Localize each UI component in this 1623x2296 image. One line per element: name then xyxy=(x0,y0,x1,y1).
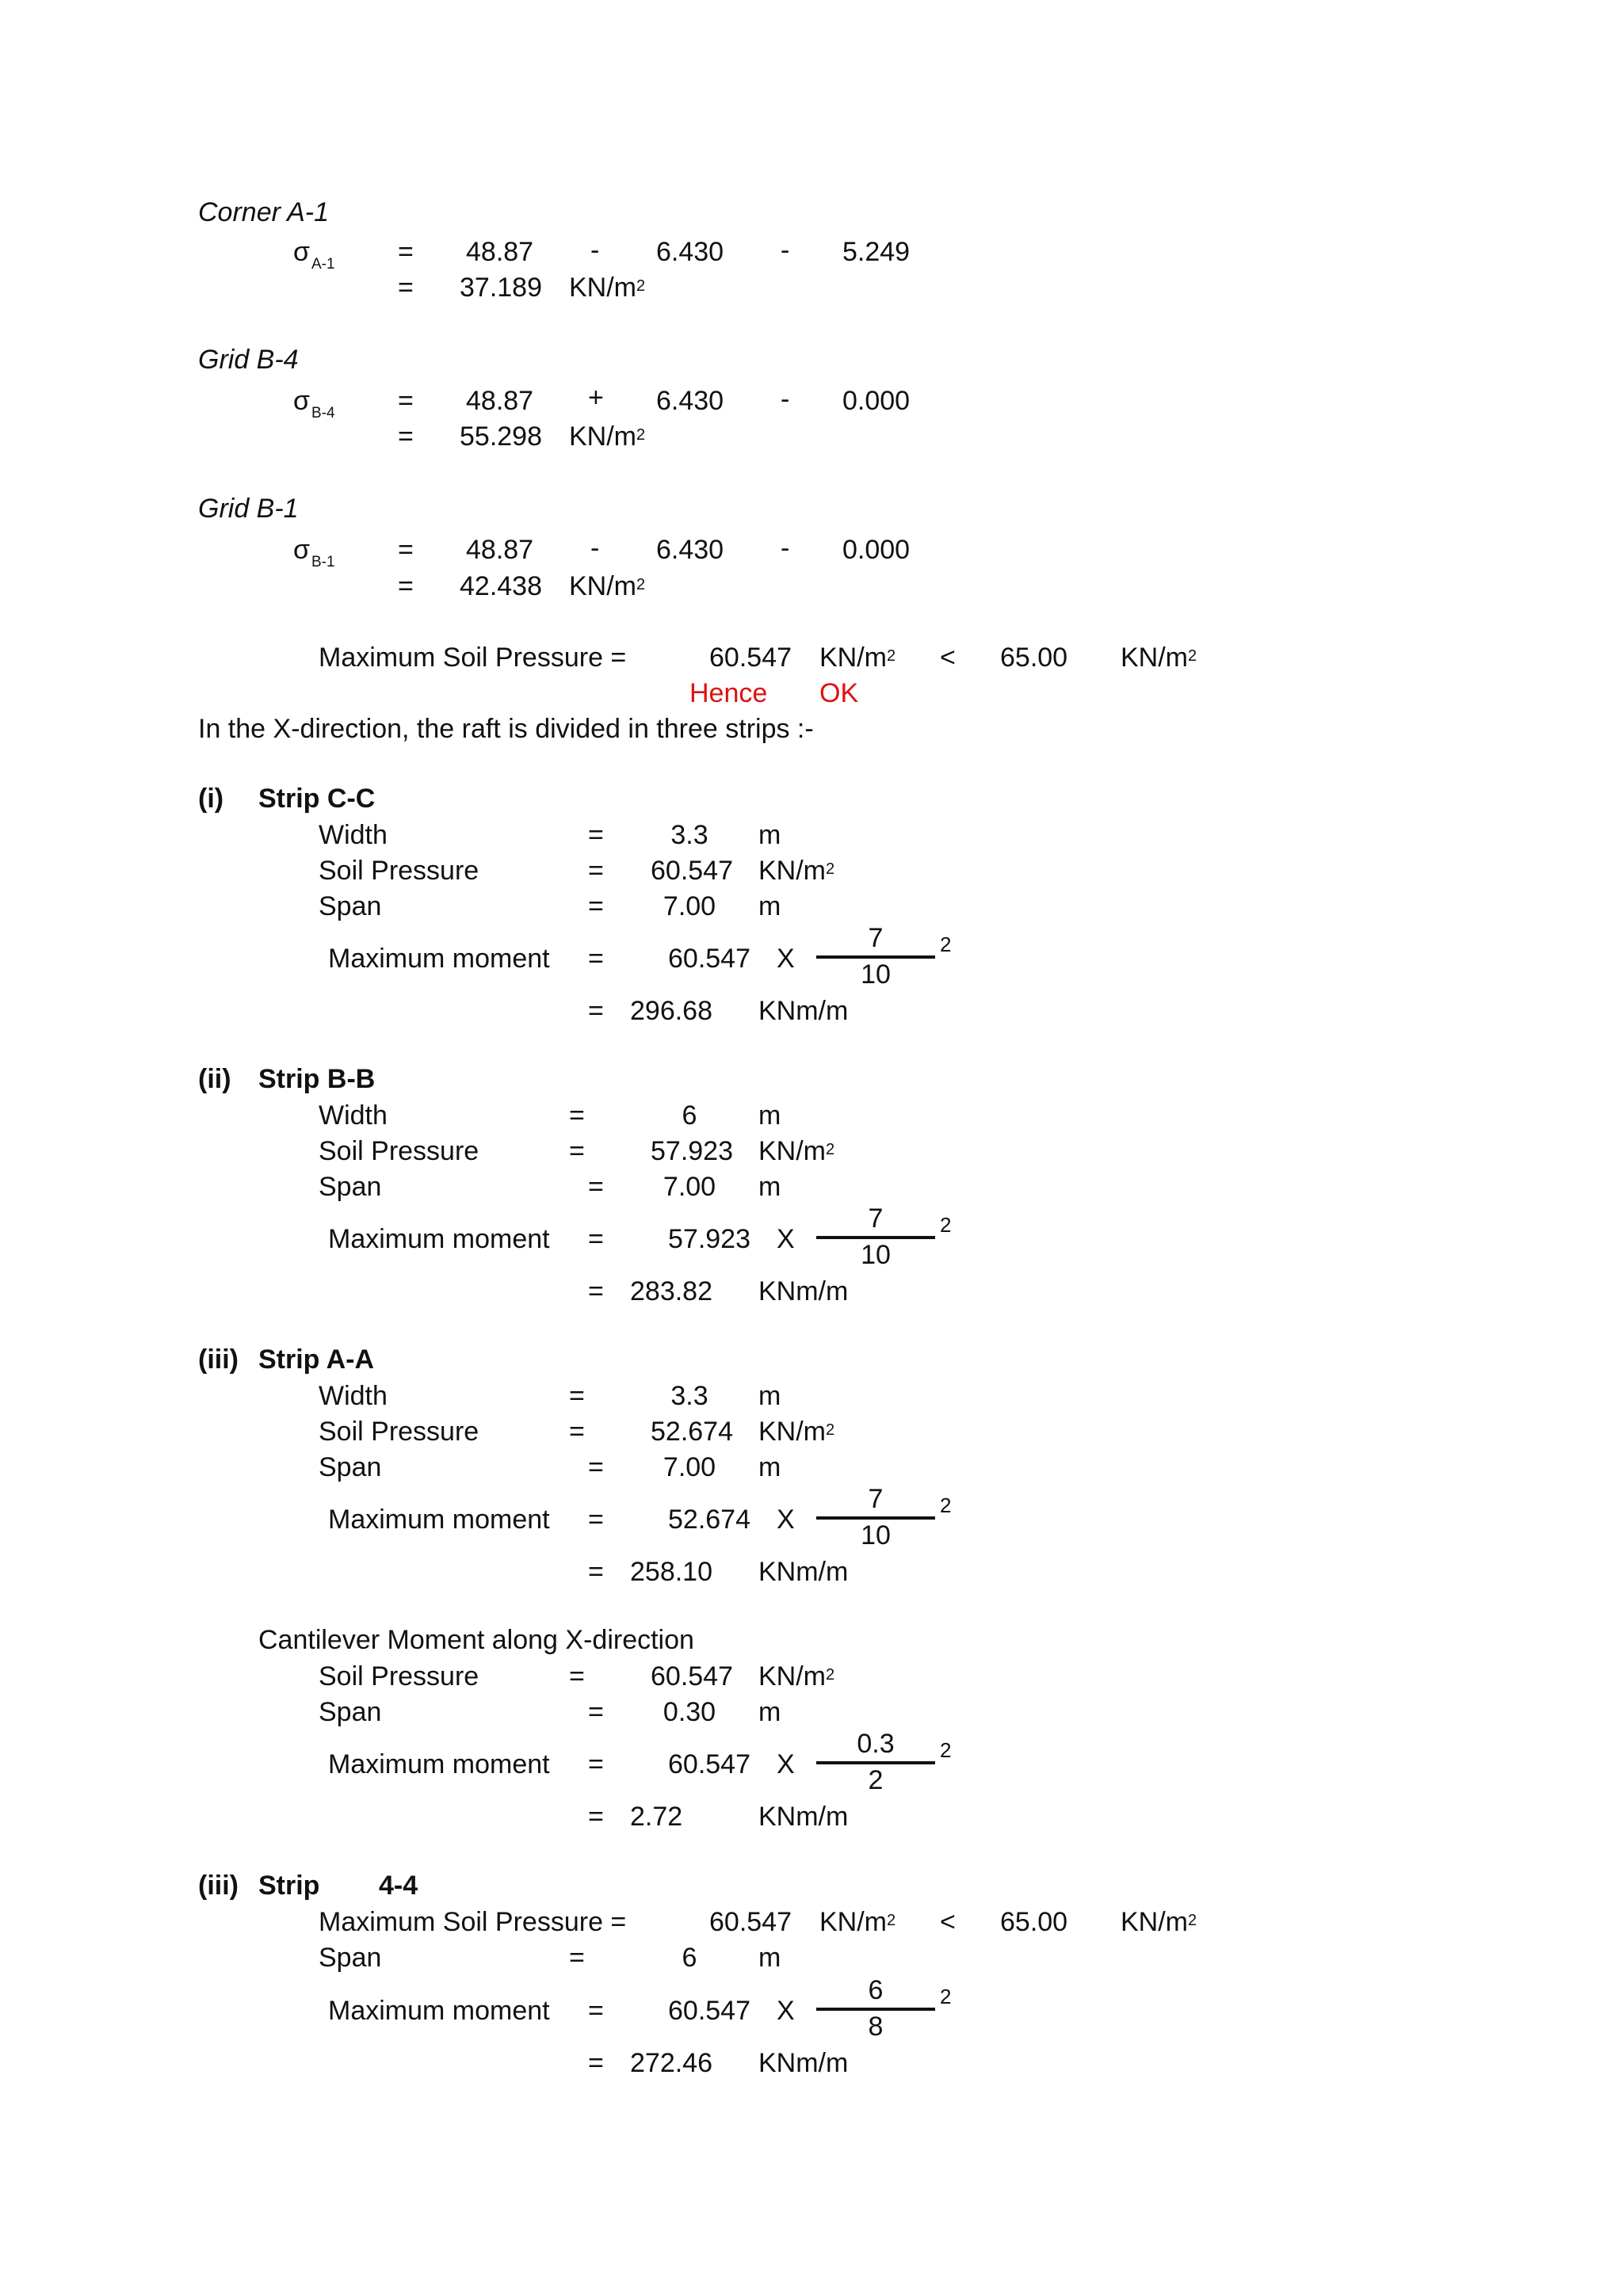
span-label: Span xyxy=(319,1172,382,1202)
operator: - xyxy=(781,384,790,414)
unit: KNm/m xyxy=(758,1557,849,1587)
equals-sign: = xyxy=(588,1697,604,1727)
span-value: 7.00 xyxy=(663,891,716,921)
unit: KNm/m xyxy=(758,996,849,1026)
unit: m xyxy=(758,1100,781,1131)
width-value: 3.3 xyxy=(670,1381,708,1411)
unit: m xyxy=(758,891,781,921)
max-moment-label: Maximum moment xyxy=(328,1224,550,1254)
value: 0.000 xyxy=(842,386,911,416)
equals-sign: = xyxy=(588,944,604,974)
equals-sign: = xyxy=(588,1276,604,1306)
unit: KNm/m xyxy=(758,1802,849,1832)
unit: $KN/m^2$ xyxy=(1121,643,1197,673)
operator: + xyxy=(588,383,604,413)
width-label: Width xyxy=(319,820,388,850)
equals-sign: = xyxy=(569,1417,585,1447)
strip-number: (iii) xyxy=(198,1344,239,1375)
soil-pressure-label: Soil Pressure xyxy=(319,856,479,886)
value: 5.249 xyxy=(842,237,911,267)
unit: $KN/m^2$ xyxy=(758,856,835,886)
max-pressure-label: Maximum Soil Pressure = xyxy=(319,1907,627,1937)
span-label: Span xyxy=(319,1452,382,1482)
exponent: 2 xyxy=(940,1985,952,2008)
strip-id: 4-4 xyxy=(379,1871,418,1901)
less-than-sign: < xyxy=(940,1907,956,1937)
strip-number: (i) xyxy=(198,784,224,814)
operator: - xyxy=(590,533,600,563)
equals-sign: = xyxy=(569,1100,585,1131)
soil-pressure-value: 52.674 xyxy=(651,1417,733,1447)
equals-sign: = xyxy=(569,1943,585,1973)
unit: m xyxy=(758,820,781,850)
less-than-sign: < xyxy=(940,643,956,673)
max-moment-label: Maximum moment xyxy=(328,944,550,974)
unit: $KN/m^2$ xyxy=(758,1661,835,1691)
max-moment-label: Maximum moment xyxy=(328,1996,550,2026)
unit: $KN/m^2$ xyxy=(758,1136,835,1166)
sigma-symbol: σ $_{B-4}$ xyxy=(293,386,335,421)
operator: - xyxy=(781,235,790,265)
strip-title: Strip A-A xyxy=(258,1344,375,1375)
unit: $KN/m^2$ xyxy=(819,1907,896,1937)
equals-sign: = xyxy=(588,856,604,886)
fraction-numerator: 7 xyxy=(868,923,884,953)
exponent: 2 xyxy=(940,1213,952,1237)
moment-result: 272.46 xyxy=(630,2048,712,2078)
moment-result: 283.82 xyxy=(630,1276,712,1306)
unit: $KN/m^2$ xyxy=(758,1417,835,1447)
moment-value: 57.923 xyxy=(668,1224,750,1254)
unit: $KN/m^2$ xyxy=(1121,1907,1197,1937)
result-value: 37.189 xyxy=(460,273,542,303)
max-pressure-value: 60.547 xyxy=(709,1907,792,1937)
intro-text: In the X-direction, the raft is divided in three strips :- xyxy=(198,714,814,744)
equals-sign: = xyxy=(588,891,604,921)
moment-value: 60.547 xyxy=(668,944,750,974)
operator: - xyxy=(590,235,600,265)
multiply-sign: X xyxy=(777,1224,795,1254)
equals-sign: = xyxy=(588,1557,604,1587)
equals-sign: = xyxy=(398,571,414,601)
fraction-denominator: 10 xyxy=(861,959,891,990)
unit: m xyxy=(758,1381,781,1411)
max-pressure-value: 60.547 xyxy=(709,643,792,673)
fraction-denominator: 8 xyxy=(868,2012,884,2042)
value: 48.87 xyxy=(466,237,534,267)
unit: $KN/m^2$ xyxy=(819,643,896,673)
equals-sign: = xyxy=(398,421,414,452)
strip-number: (ii) xyxy=(198,1064,231,1094)
equals-sign: = xyxy=(398,386,414,416)
operator: - xyxy=(781,533,790,563)
limit-value: 65.00 xyxy=(1000,643,1068,673)
limit-value: 65.00 xyxy=(1000,1907,1068,1937)
value: 48.87 xyxy=(466,535,534,565)
unit: m xyxy=(758,1172,781,1202)
span-label: Span xyxy=(319,1697,382,1727)
exponent: 2 xyxy=(940,933,952,956)
equals-sign: = xyxy=(398,237,414,267)
sigma-symbol: σ $_{A-1}$ xyxy=(293,237,335,273)
fraction-denominator: 2 xyxy=(868,1765,884,1795)
value: 6.430 xyxy=(656,386,724,416)
value: 6.430 xyxy=(656,237,724,267)
multiply-sign: X xyxy=(777,944,795,974)
width-label: Width xyxy=(319,1100,388,1131)
value: 6.430 xyxy=(656,535,724,565)
equals-sign: = xyxy=(588,996,604,1026)
strip-title: Strip C-C xyxy=(258,784,376,814)
span-value: 0.30 xyxy=(663,1697,716,1727)
moment-value: 52.674 xyxy=(668,1505,750,1535)
strip-title: Strip B-B xyxy=(258,1064,376,1094)
equals-sign: = xyxy=(588,1749,604,1779)
max-moment-label: Maximum moment xyxy=(328,1505,550,1535)
soil-pressure-value: 60.547 xyxy=(651,1661,733,1691)
equals-sign: = xyxy=(588,1802,604,1832)
hence-label: Hence xyxy=(689,678,768,708)
unit: KNm/m xyxy=(758,1276,849,1306)
multiply-sign: X xyxy=(777,1996,795,2026)
value: 0.000 xyxy=(842,535,911,565)
fraction-numerator: 0.3 xyxy=(857,1729,895,1759)
section-title: Grid B-4 xyxy=(198,345,299,375)
equals-sign: = xyxy=(569,1661,585,1691)
equals-sign: = xyxy=(588,1452,604,1482)
equals-sign: = xyxy=(588,1996,604,2026)
cantilever-title: Cantilever Moment along X-direction xyxy=(258,1625,694,1655)
equals-sign: = xyxy=(569,1136,585,1166)
soil-pressure-value: 60.547 xyxy=(651,856,733,886)
unit: $KN/m^2$ xyxy=(569,421,646,452)
unit: KNm/m xyxy=(758,2048,849,2078)
equals-sign: = xyxy=(398,535,414,565)
section-title: Corner A-1 xyxy=(198,197,330,227)
fraction-denominator: 10 xyxy=(861,1520,891,1550)
unit: m xyxy=(758,1452,781,1482)
span-value: 7.00 xyxy=(663,1452,716,1482)
equals-sign: = xyxy=(398,273,414,303)
multiply-sign: X xyxy=(777,1749,795,1779)
width-value: 6 xyxy=(682,1100,697,1131)
moment-result: 296.68 xyxy=(630,996,712,1026)
section-title: Grid B-1 xyxy=(198,494,299,524)
moment-result: 258.10 xyxy=(630,1557,712,1587)
width-label: Width xyxy=(319,1381,388,1411)
unit: $KN/m^2$ xyxy=(569,571,646,601)
strip-number: (iii) xyxy=(198,1871,239,1901)
moment-result: 2.72 xyxy=(630,1802,683,1832)
result-value: 55.298 xyxy=(460,421,542,452)
equals-sign: = xyxy=(588,1224,604,1254)
equals-sign: = xyxy=(569,1381,585,1411)
soil-pressure-label: Soil Pressure xyxy=(319,1417,479,1447)
equals-sign: = xyxy=(588,1172,604,1202)
strip-title: Strip xyxy=(258,1871,320,1901)
moment-value: 60.547 xyxy=(668,1749,750,1779)
soil-pressure-label: Soil Pressure xyxy=(319,1136,479,1166)
span-value: 6 xyxy=(682,1943,697,1973)
equals-sign: = xyxy=(588,2048,604,2078)
span-label: Span xyxy=(319,891,382,921)
moment-value: 60.547 xyxy=(668,1996,750,2026)
ok-label: OK xyxy=(819,678,859,708)
max-pressure-label: Maximum Soil Pressure = xyxy=(319,643,627,673)
soil-pressure-value: 57.923 xyxy=(651,1136,733,1166)
max-moment-label: Maximum moment xyxy=(328,1749,550,1779)
multiply-sign: X xyxy=(777,1505,795,1535)
result-value: 42.438 xyxy=(460,571,542,601)
exponent: 2 xyxy=(940,1493,952,1517)
width-value: 3.3 xyxy=(670,820,708,850)
unit: m xyxy=(758,1943,781,1973)
unit: m xyxy=(758,1697,781,1727)
fraction-numerator: 6 xyxy=(868,1975,884,2005)
fraction-numerator: 7 xyxy=(868,1484,884,1514)
span-label: Span xyxy=(319,1943,382,1973)
exponent: 2 xyxy=(940,1738,952,1762)
equals-sign: = xyxy=(588,820,604,850)
span-value: 7.00 xyxy=(663,1172,716,1202)
value: 48.87 xyxy=(466,386,534,416)
soil-pressure-label: Soil Pressure xyxy=(319,1661,479,1691)
fraction-numerator: 7 xyxy=(868,1203,884,1234)
unit: $KN/m^2$ xyxy=(569,273,646,303)
fraction-denominator: 10 xyxy=(861,1240,891,1270)
equals-sign: = xyxy=(588,1505,604,1535)
sigma-symbol: σ $_{B-1}$ xyxy=(293,535,335,570)
